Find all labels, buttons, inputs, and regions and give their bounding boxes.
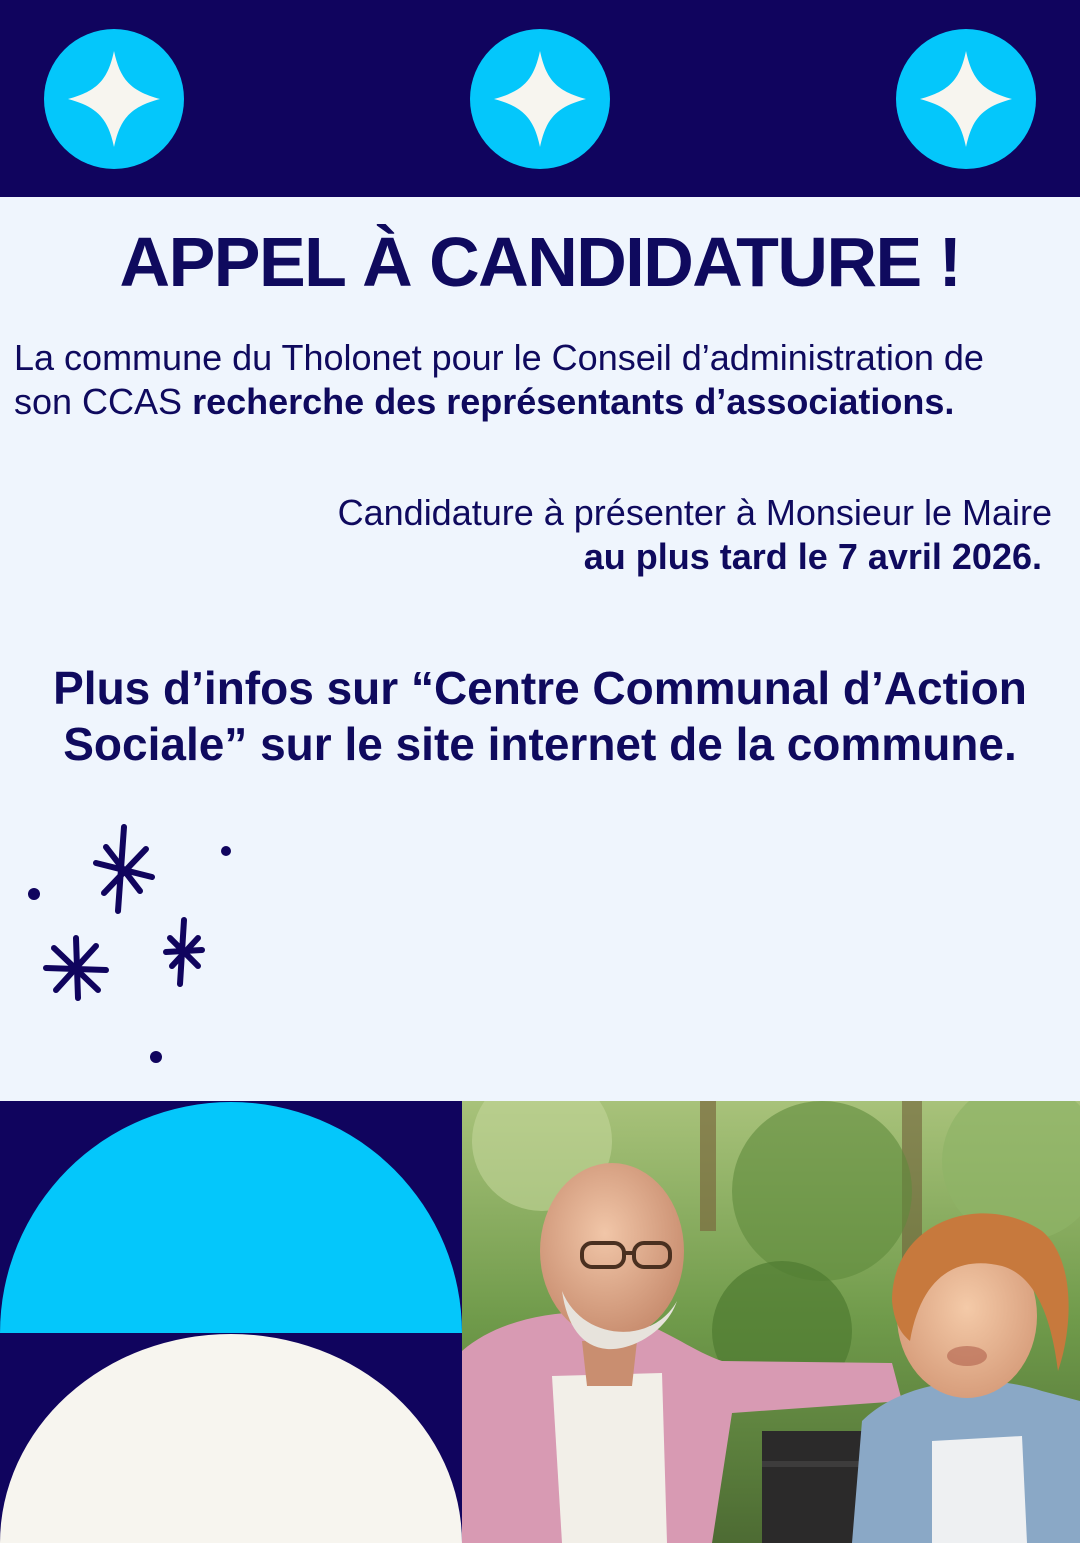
more-info-text: Plus d’infos sur “Centre Communal d’Action Sociale” sur le site internet de la commune. — [53, 662, 1027, 770]
decorative-shapes-block — [0, 1101, 462, 1543]
header-band — [0, 0, 1080, 197]
deadline-paragraph — [52, 491, 1052, 579]
star-badge-right — [896, 29, 1036, 169]
asterisk-sparkle-icon — [0, 815, 260, 1075]
page-title: APPEL À CANDIDATURE ! — [119, 223, 961, 301]
intro-paragraph — [14, 336, 1014, 424]
senior-couple-photo — [462, 1101, 1080, 1543]
star-badge-center — [470, 29, 610, 169]
star-badge-left — [44, 29, 184, 169]
semicircle-shapes — [0, 1101, 462, 1543]
four-point-star-icon — [470, 29, 610, 169]
intro-regular-text: La commune du Tholonet pour le Conseil d’administration de son CCAS — [14, 337, 984, 422]
deadline-bold-text: au plus tard le 7 avril 2026. — [583, 536, 1042, 577]
four-point-star-icon — [896, 29, 1036, 169]
four-point-star-icon — [44, 29, 184, 169]
intro-bold-text: recherche des représentants d’associations. — [192, 381, 955, 422]
deadline-regular-text: Candidature à présenter à Monsieur le Maire — [337, 492, 1052, 533]
